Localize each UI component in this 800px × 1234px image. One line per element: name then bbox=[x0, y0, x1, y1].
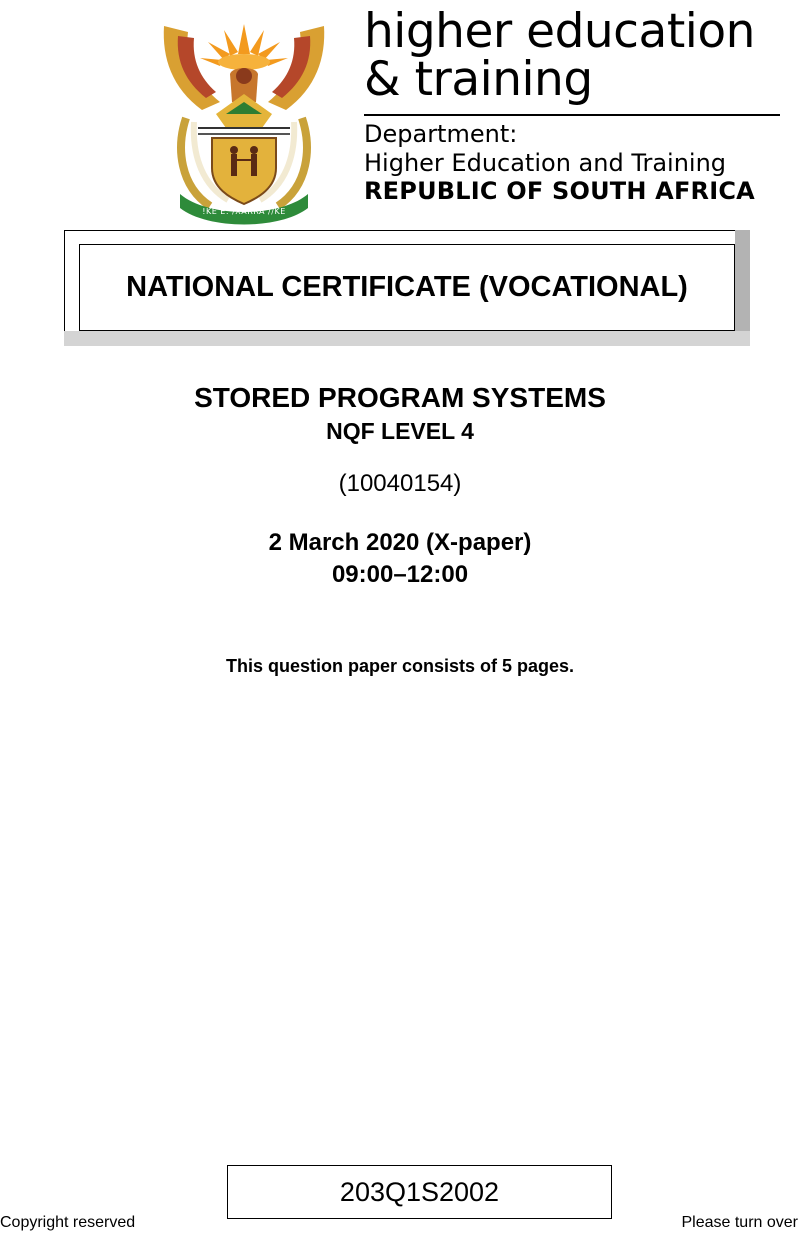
title-box-bevel-bottom bbox=[64, 331, 750, 346]
brand-divider bbox=[364, 114, 780, 116]
title-box-bevel-right bbox=[735, 230, 750, 346]
page-count-note: This question paper consists of 5 pages. bbox=[225, 656, 575, 676]
brand-wordmark bbox=[364, 4, 784, 107]
subject-code: (10040154) bbox=[338, 470, 462, 497]
dept-country: REPUBLIC OF SOUTH AFRICA bbox=[364, 177, 755, 205]
certificate-title: NATIONAL CERTIFICATE (VOCATIONAL) bbox=[79, 244, 735, 331]
paper-code-box: 203Q1S2002 bbox=[227, 1165, 612, 1219]
subject-title: STORED PROGRAM SYSTEMS bbox=[194, 382, 606, 413]
nqf-level: NQF LEVEL 4 bbox=[326, 418, 474, 444]
motto-text: !KE E: /XARRA //KE bbox=[202, 207, 286, 216]
turn-over-note: Please turn over bbox=[681, 1214, 798, 1231]
exam-time: 09:00–12:00 bbox=[331, 561, 469, 588]
brand-line-training: & training bbox=[364, 52, 593, 107]
copyright-note: Copyright reserved bbox=[0, 1214, 136, 1231]
dept-label: Department: bbox=[364, 120, 518, 148]
dept-name: Higher Education and Training bbox=[364, 149, 727, 177]
brand-line-higher-education: higher education bbox=[364, 4, 755, 59]
coat-of-arms-logo bbox=[158, 18, 330, 226]
exam-date: 2 March 2020 (X-paper) bbox=[268, 529, 532, 556]
